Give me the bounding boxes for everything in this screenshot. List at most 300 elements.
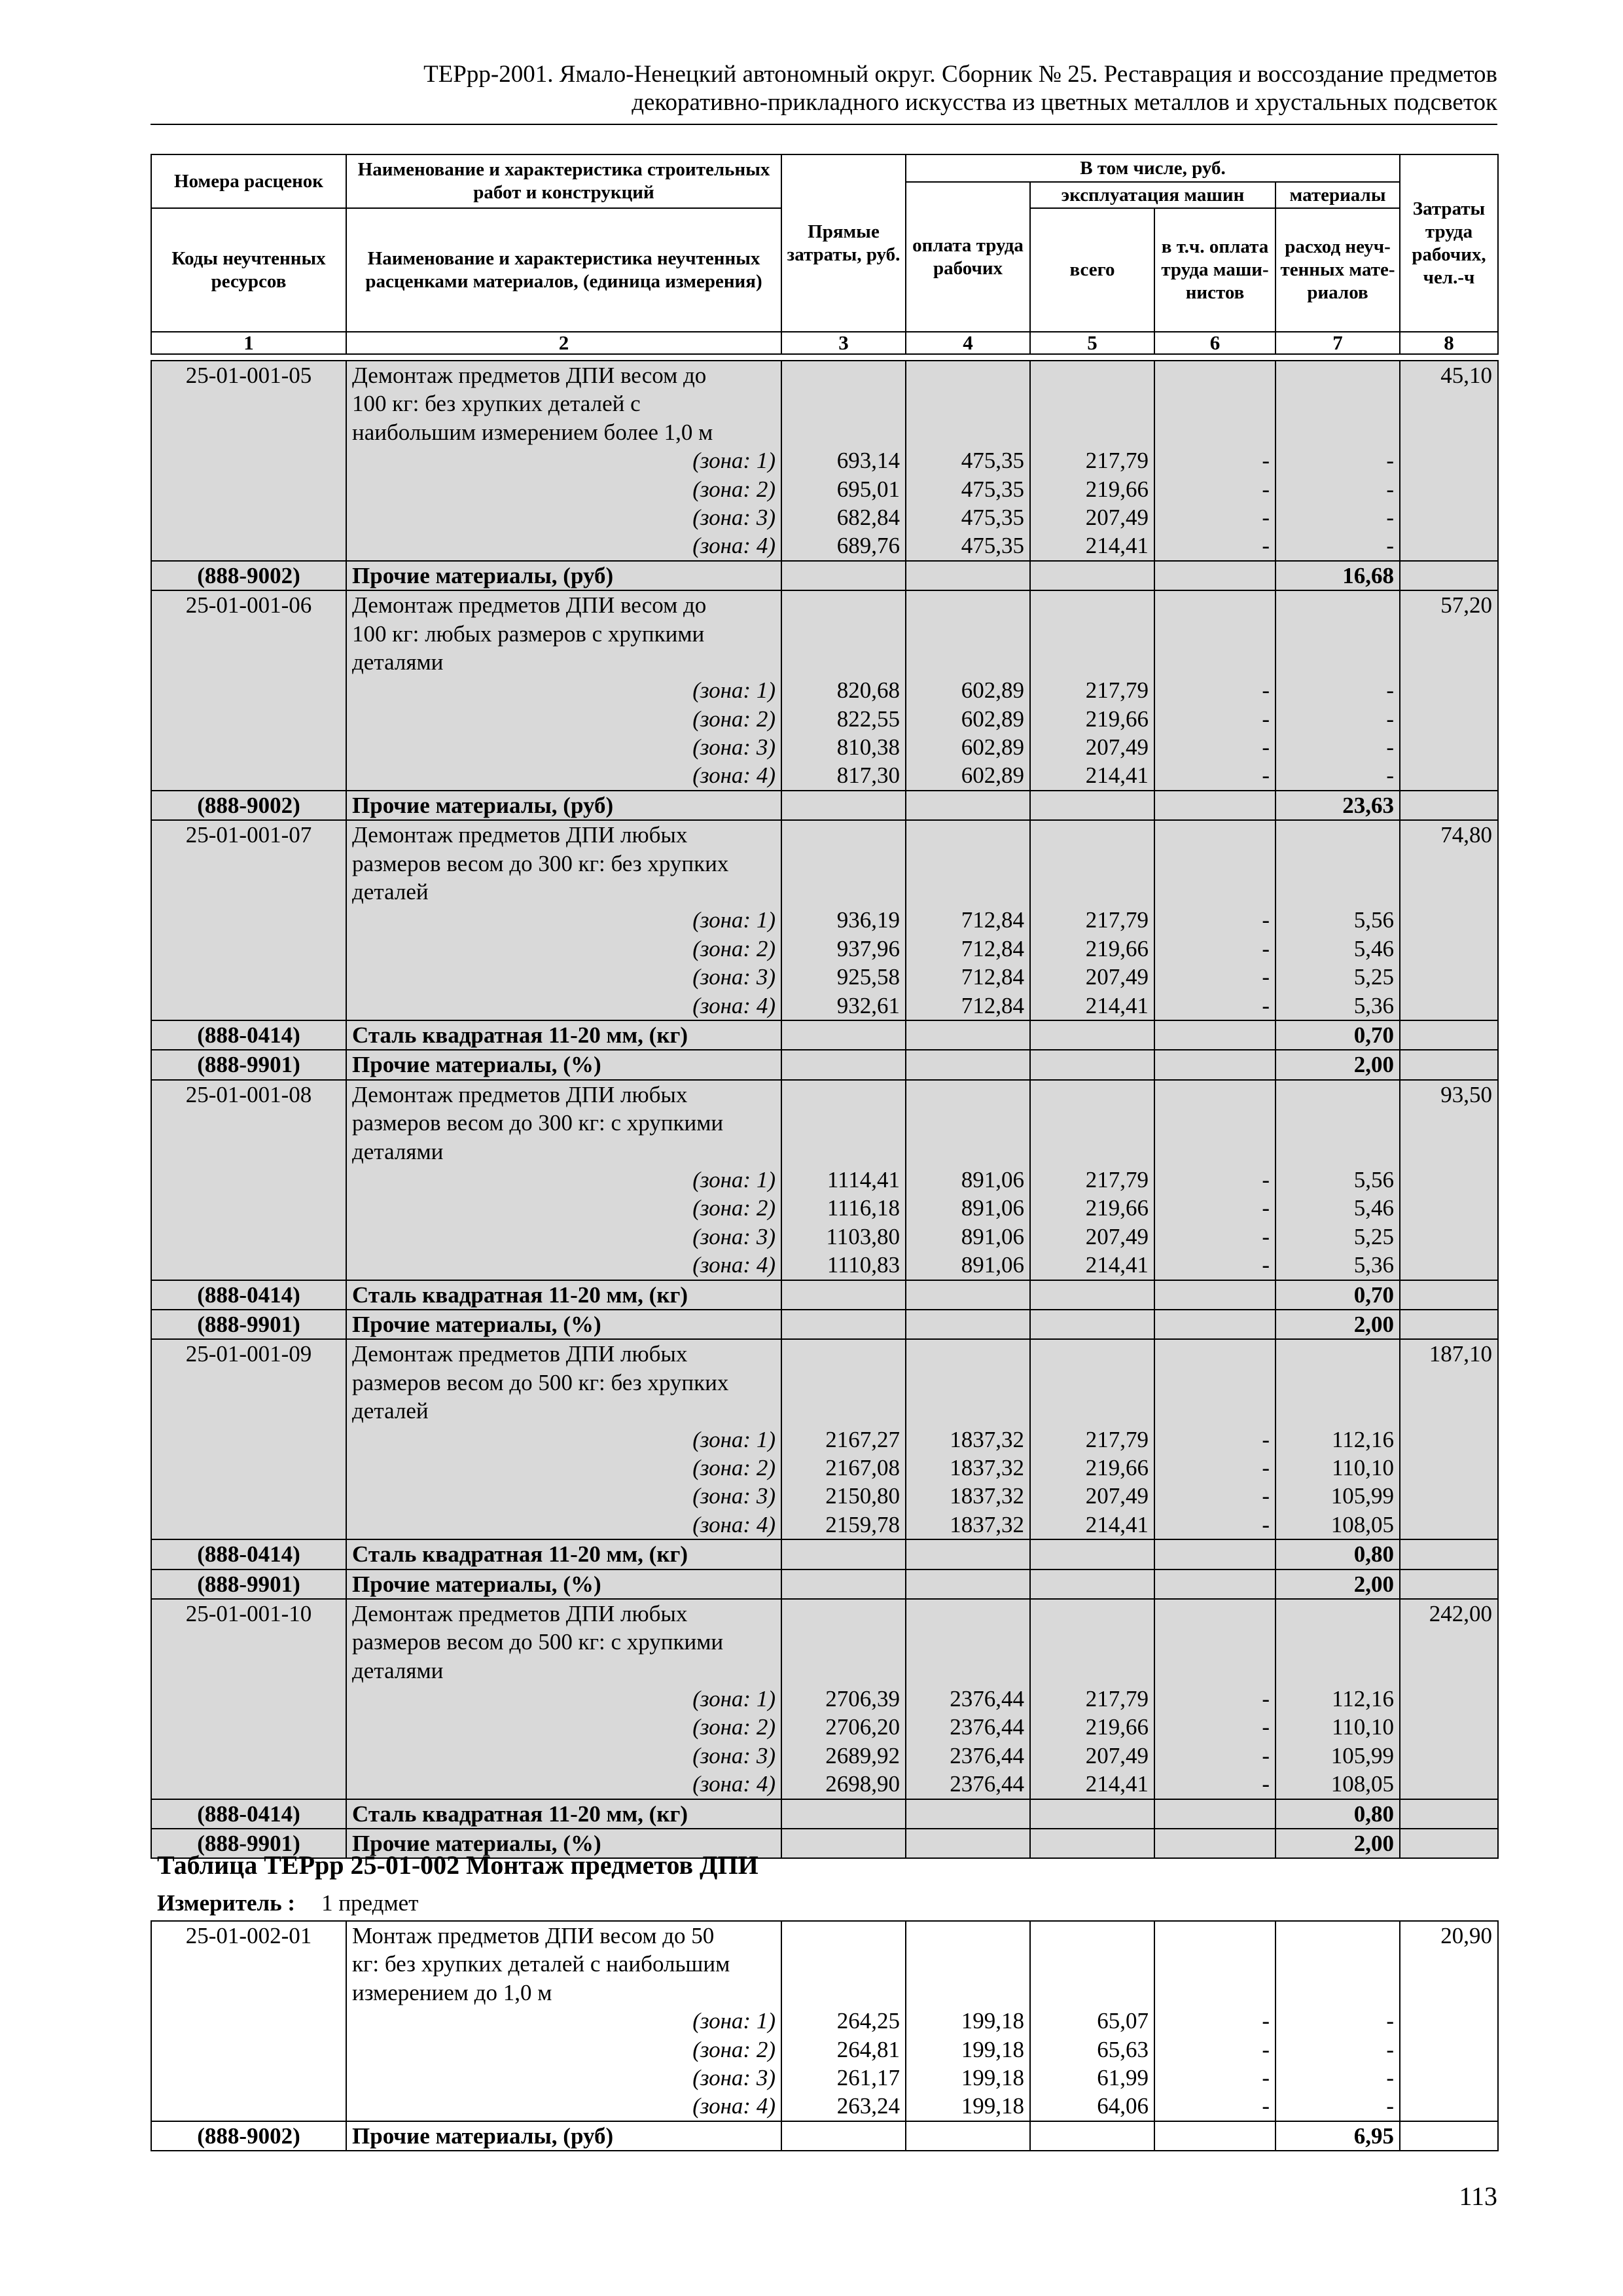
description-line: деталями (352, 649, 444, 675)
direct-cost: 2706,20 (825, 1714, 900, 1740)
material-consumption-cell (1275, 590, 1400, 791)
machine-total: 207,49 (1085, 1742, 1149, 1768)
material-name: Сталь квадратная 11-20 мм, (кг) (346, 1280, 781, 1310)
machinist-pay: - (1262, 2064, 1270, 2090)
machine-total: 65,07 (1097, 2008, 1149, 2034)
labor-pay: 1837,32 (950, 1454, 1024, 1480)
machine-total: 214,41 (1085, 762, 1149, 789)
material-consumption: 108,05 (1330, 1771, 1394, 1797)
labor-pay-cell (906, 361, 1030, 561)
machinist-pay: - (1262, 964, 1270, 990)
col-number: 6 (1154, 332, 1275, 354)
machine-total: 61,99 (1097, 2064, 1149, 2090)
material-consumption: 5,36 (1353, 1252, 1394, 1278)
material-row (151, 1050, 1498, 1079)
material-qty: 23,63 (1275, 791, 1400, 820)
rate-code: 25-01-001-08 (151, 1080, 346, 1280)
rates-table-2 (151, 1920, 1499, 2151)
col-rate-numbers: Номера расценок (151, 154, 346, 208)
labor-pay-cell (906, 820, 1030, 1020)
direct-cost: 2689,92 (825, 1742, 900, 1768)
description-line: деталей (352, 879, 429, 905)
page-header (151, 60, 1497, 117)
description-line: размеров весом до 300 кг: без хрупких (352, 850, 729, 876)
measure-label: Измеритель : (157, 1890, 296, 1916)
rate-code: 25-01-001-07 (151, 820, 346, 1020)
zone-label: (зона: 1) (692, 907, 776, 933)
rate-code: 25-01-001-05 (151, 361, 346, 561)
labor-pay: 712,84 (961, 992, 1024, 1018)
machinist-pay-cell (1154, 1080, 1275, 1280)
resource-code: (888-9901) (151, 1050, 346, 1079)
zone-label: (зона: 2) (692, 2036, 776, 2062)
machinist-pay: - (1262, 1714, 1270, 1740)
labor-pay-cell (906, 590, 1030, 791)
rate-description (346, 1080, 781, 1280)
measure-value: 1 предмет (321, 1890, 419, 1916)
machinist-pay: - (1262, 1686, 1270, 1712)
section-title: Таблица ТЕРрр 25-01-002 Монтаж предметов ДПИ (157, 1850, 758, 1880)
material-name: Прочие материалы, (%) (346, 1310, 781, 1339)
machinist-pay: - (1262, 706, 1270, 732)
material-consumption: - (1386, 677, 1394, 704)
machinist-pay: - (1262, 907, 1270, 933)
labor-pay: 712,84 (961, 935, 1024, 961)
material-name: Прочие материалы, (%) (346, 1829, 781, 1858)
labor-pay: 891,06 (961, 1252, 1024, 1278)
resource-code: (888-9901) (151, 1570, 346, 1599)
zone-label: (зона: 4) (692, 762, 776, 789)
col-work-name: Наименование и характеристика строительных работ и конструкций (346, 154, 781, 208)
direct-cost: 1103,80 (826, 1223, 900, 1249)
col-incl: В том числе, руб. (906, 154, 1400, 182)
material-name: Прочие материалы, (руб) (346, 2121, 781, 2151)
direct-cost: 264,81 (836, 2036, 900, 2062)
description-line: деталями (352, 1657, 444, 1683)
zone-label: (зона: 1) (692, 1167, 776, 1193)
machinist-pay: - (1262, 1426, 1270, 1452)
description-line: Демонтаж предметов ДПИ любых (352, 1081, 688, 1107)
direct-cost: 820,68 (836, 677, 900, 704)
material-qty: 6,95 (1275, 2121, 1400, 2151)
machinist-pay: - (1262, 476, 1270, 502)
direct-cost: 682,84 (836, 504, 900, 530)
material-consumption: 5,25 (1353, 964, 1394, 990)
col-number: 4 (906, 332, 1030, 354)
zone-label: (зона: 1) (692, 2008, 776, 2034)
direct-cost: 2150,80 (825, 1483, 900, 1509)
machine-total: 207,49 (1085, 734, 1149, 761)
labor-pay: 199,18 (961, 2036, 1024, 2062)
machine-total-cell (1030, 820, 1154, 1020)
zone-label: (зона: 2) (692, 476, 776, 502)
zone-label: (зона: 4) (692, 1252, 776, 1278)
machinist-pay: - (1262, 2036, 1270, 2062)
description-line: размеров весом до 300 кг: с хрупкими (352, 1110, 724, 1136)
material-consumption-cell (1275, 1921, 1400, 2121)
machinist-pay: - (1262, 935, 1270, 961)
rate-code: 25-01-001-09 (151, 1339, 346, 1539)
direct-cost: 1116,18 (827, 1195, 900, 1221)
machinist-pay: - (1262, 1771, 1270, 1797)
description-line: Демонтаж предметов ДПИ весом до (352, 363, 707, 388)
direct-cost: 261,17 (836, 2064, 900, 2090)
description-line: наибольшим измерением более 1,0 м (352, 419, 713, 445)
labor-pay: 1837,32 (950, 1483, 1024, 1509)
machine-total: 219,66 (1085, 476, 1149, 502)
material-qty: 2,00 (1275, 1310, 1400, 1339)
machine-total: 219,66 (1085, 1195, 1149, 1221)
labor-pay: 475,35 (961, 476, 1024, 502)
material-row (151, 1280, 1498, 1310)
rate-description (346, 590, 781, 791)
labor-pay: 602,89 (961, 734, 1024, 761)
description-line: 100 кг: без хрупких деталей с (352, 391, 641, 417)
material-consumption: 5,56 (1353, 907, 1394, 933)
labor-pay: 199,18 (961, 2064, 1024, 2090)
material-consumption: 5,36 (1353, 992, 1394, 1018)
direct-cost-cell (781, 820, 906, 1020)
material-consumption-cell (1275, 1080, 1400, 1280)
resource-code: (888-9002) (151, 561, 346, 590)
zone-label: (зона: 1) (692, 448, 776, 474)
labor-pay-cell (906, 1080, 1030, 1280)
zone-label: (зона: 1) (692, 1686, 776, 1712)
col-unaccounted-consumption: расход неуч-тенных мате-риалов (1275, 208, 1400, 332)
col-machinist-pay: в т.ч. оплата труда маши-нистов (1154, 208, 1275, 332)
material-name: Прочие материалы, (%) (346, 1050, 781, 1079)
material-consumption: - (1386, 504, 1394, 530)
material-qty: 2,00 (1275, 1570, 1400, 1599)
material-consumption: 105,99 (1330, 1483, 1394, 1509)
resource-code: (888-9901) (151, 1310, 346, 1339)
zone-label: (зона: 4) (692, 1511, 776, 1537)
machine-total-cell (1030, 1339, 1154, 1539)
material-consumption: 110,10 (1332, 1714, 1394, 1740)
machine-total-cell (1030, 361, 1154, 561)
rate-row (151, 1921, 1498, 2121)
labor-pay-cell (906, 1339, 1030, 1539)
material-consumption: - (1386, 2093, 1394, 2119)
material-qty: 16,68 (1275, 561, 1400, 590)
machinist-pay-cell (1154, 1339, 1275, 1539)
machinist-pay: - (1262, 734, 1270, 761)
zone-label: (зона: 3) (692, 504, 776, 530)
rates-table (151, 360, 1499, 1859)
machine-total-cell (1030, 1921, 1154, 2121)
material-row (151, 561, 1498, 590)
zone-label: (зона: 3) (692, 2064, 776, 2090)
material-consumption: - (1386, 706, 1394, 732)
labor-pay: 2376,44 (950, 1742, 1024, 1768)
rate-row (151, 590, 1498, 791)
labor-pay: 1837,32 (950, 1511, 1024, 1537)
zone-label: (зона: 3) (692, 1223, 776, 1249)
description-line: размеров весом до 500 кг: без хрупких (352, 1369, 729, 1395)
machine-total: 65,63 (1097, 2036, 1149, 2062)
direct-cost: 2167,27 (825, 1426, 900, 1452)
material-consumption: 5,46 (1353, 1195, 1394, 1221)
page-number: 113 (1459, 2181, 1497, 2211)
col-total: всего (1030, 208, 1154, 332)
labor-pay: 1837,32 (950, 1426, 1024, 1452)
material-qty: 0,80 (1275, 1799, 1400, 1829)
rate-row (151, 820, 1498, 1020)
direct-cost: 817,30 (836, 762, 900, 789)
machinist-pay: - (1262, 533, 1270, 559)
direct-cost-cell (781, 1339, 906, 1539)
material-consumption: 110,10 (1332, 1454, 1394, 1480)
labor-costs: 93,50 (1400, 1080, 1498, 1280)
machine-total: 214,41 (1085, 1252, 1149, 1278)
machine-total: 207,49 (1085, 964, 1149, 990)
machine-total: 219,66 (1085, 1454, 1149, 1480)
zone-label: (зона: 1) (692, 1426, 776, 1452)
labor-pay: 2376,44 (950, 1714, 1024, 1740)
material-row (151, 1570, 1498, 1599)
table-header (151, 154, 1499, 355)
machine-total: 217,79 (1085, 1686, 1149, 1712)
rate-code: 25-01-001-06 (151, 590, 346, 791)
header-rule (151, 124, 1497, 125)
col-material-names: Наименование и характеристика неучтенных расценками материалов, (единица измерения) (346, 208, 781, 332)
machine-total: 214,41 (1085, 992, 1149, 1018)
machinist-pay-cell (1154, 590, 1275, 791)
material-qty: 0,70 (1275, 1280, 1400, 1310)
measure-line (157, 1890, 418, 1916)
zone-label: (зона: 4) (692, 992, 776, 1018)
direct-cost: 693,14 (836, 448, 900, 474)
col-number: 3 (781, 332, 906, 354)
rate-code: 25-01-001-10 (151, 1599, 346, 1799)
zone-label: (зона: 3) (692, 964, 776, 990)
zone-label: (зона: 1) (692, 677, 776, 704)
material-consumption: 108,05 (1330, 1511, 1394, 1537)
direct-cost: 925,58 (836, 964, 900, 990)
labor-pay: 712,84 (961, 907, 1024, 933)
machine-total: 219,66 (1085, 935, 1149, 961)
labor-costs: 74,80 (1400, 820, 1498, 1020)
description-line: деталей (352, 1398, 429, 1424)
col-labor-costs: Затраты труда рабочих, чел.-ч (1400, 154, 1498, 332)
material-consumption: - (1386, 2064, 1394, 2090)
description-line: деталями (352, 1138, 444, 1164)
machine-total-cell (1030, 590, 1154, 791)
direct-cost: 932,61 (836, 992, 900, 1018)
description-line: Монтаж предметов ДПИ весом до 50 (352, 1923, 715, 1948)
direct-cost-cell (781, 1599, 906, 1799)
machine-total: 214,41 (1085, 533, 1149, 559)
machinist-pay: - (1262, 1742, 1270, 1768)
resource-code: (888-9002) (151, 2121, 346, 2151)
material-consumption-cell (1275, 820, 1400, 1020)
labor-pay: 199,18 (961, 2093, 1024, 2119)
labor-costs: 20,90 (1400, 1921, 1498, 2121)
col-materials: материалы (1275, 182, 1400, 208)
material-consumption: - (1386, 533, 1394, 559)
direct-cost: 264,25 (836, 2008, 900, 2034)
zone-label: (зона: 3) (692, 1483, 776, 1509)
labor-pay: 475,35 (961, 533, 1024, 559)
machinist-pay: - (1262, 1252, 1270, 1278)
machinist-pay: - (1262, 2093, 1270, 2119)
labor-pay: 891,06 (961, 1195, 1024, 1221)
machine-total: 217,79 (1085, 448, 1149, 474)
machine-total-cell (1030, 1080, 1154, 1280)
machinist-pay-cell (1154, 1921, 1275, 2121)
labor-pay: 602,89 (961, 706, 1024, 732)
material-name: Сталь квадратная 11-20 мм, (кг) (346, 1539, 781, 1569)
rate-description (346, 1339, 781, 1539)
rate-row (151, 1599, 1498, 1799)
rate-row (151, 1339, 1498, 1539)
machinist-pay: - (1262, 1195, 1270, 1221)
material-row (151, 1310, 1498, 1339)
resource-code: (888-0414) (151, 1280, 346, 1310)
rate-description (346, 1921, 781, 2121)
labor-pay: 2376,44 (950, 1771, 1024, 1797)
col-number: 8 (1400, 332, 1498, 354)
direct-cost-cell (781, 590, 906, 791)
resource-code: (888-0414) (151, 1539, 346, 1569)
machine-total: 217,79 (1085, 677, 1149, 704)
col-machine-op: эксплуатация машин (1030, 182, 1275, 208)
description-line: измерением до 1,0 м (352, 1979, 552, 2005)
header-line-2: декоративно-прикладного искусства из цветных металлов и хрустальных подсветок (632, 89, 1497, 116)
direct-cost: 689,76 (836, 533, 900, 559)
rate-row (151, 1080, 1498, 1280)
labor-pay: 2376,44 (950, 1686, 1024, 1712)
material-consumption: 5,25 (1353, 1223, 1394, 1249)
machine-total-cell (1030, 1599, 1154, 1799)
material-qty: 2,00 (1275, 1050, 1400, 1079)
machinist-pay: - (1262, 1223, 1270, 1249)
labor-pay: 602,89 (961, 677, 1024, 704)
labor-pay: 712,84 (961, 964, 1024, 990)
direct-cost: 937,96 (836, 935, 900, 961)
labor-pay-cell (906, 1921, 1030, 2121)
resource-code: (888-9901) (151, 1829, 346, 1858)
material-consumption: 105,99 (1330, 1742, 1394, 1768)
machinist-pay: - (1262, 1167, 1270, 1193)
machinist-pay: - (1262, 762, 1270, 789)
machine-total: 217,79 (1085, 907, 1149, 933)
resource-code: (888-9002) (151, 791, 346, 820)
machinist-pay: - (1262, 448, 1270, 474)
material-consumption: 112,16 (1332, 1426, 1394, 1452)
col-number: 7 (1275, 332, 1400, 354)
direct-cost: 2167,08 (825, 1454, 900, 1480)
resource-code: (888-0414) (151, 1799, 346, 1829)
description-line: размеров весом до 500 кг: с хрупкими (352, 1629, 724, 1655)
header-line-1: ТЕРрр-2001. Ямало-Ненецкий автономный округ. Сборник № 25. Реставрация и воссоздание предметов (423, 61, 1497, 88)
labor-costs: 187,10 (1400, 1339, 1498, 1539)
direct-cost: 822,55 (836, 706, 900, 732)
material-row (151, 1539, 1498, 1569)
direct-cost: 2706,39 (825, 1686, 900, 1712)
machinist-pay-cell (1154, 1599, 1275, 1799)
material-consumption: - (1386, 448, 1394, 474)
labor-pay-cell (906, 1599, 1030, 1799)
col-labor-pay: оплата труда рабочих (906, 182, 1030, 332)
material-qty: 2,00 (1275, 1829, 1400, 1858)
machinist-pay: - (1262, 504, 1270, 530)
direct-cost: 1114,41 (827, 1167, 900, 1193)
zone-label: (зона: 3) (692, 1742, 776, 1768)
material-row (151, 1020, 1498, 1050)
machine-total: 217,79 (1085, 1426, 1149, 1452)
rate-code: 25-01-002-01 (151, 1921, 346, 2121)
material-consumption: - (1386, 734, 1394, 761)
col-number: 1 (151, 332, 346, 354)
machine-total: 219,66 (1085, 706, 1149, 732)
direct-cost: 695,01 (836, 476, 900, 502)
material-consumption: - (1386, 476, 1394, 502)
machine-total: 207,49 (1085, 1483, 1149, 1509)
material-name: Прочие материалы, (%) (346, 1570, 781, 1599)
col-number: 5 (1030, 332, 1154, 354)
machinist-pay-cell (1154, 820, 1275, 1020)
description-line: кг: без хрупких деталей с наибольшим (352, 1951, 730, 1977)
labor-costs: 242,00 (1400, 1599, 1498, 1799)
machine-total: 219,66 (1085, 1714, 1149, 1740)
machinist-pay: - (1262, 1454, 1270, 1480)
rate-description (346, 820, 781, 1020)
material-consumption: - (1386, 2008, 1394, 2034)
labor-pay: 199,18 (961, 2008, 1024, 2034)
machinist-pay: - (1262, 677, 1270, 704)
material-name: Сталь квадратная 11-20 мм, (кг) (346, 1020, 781, 1050)
material-consumption: 5,56 (1353, 1167, 1394, 1193)
material-name: Прочие материалы, (руб) (346, 791, 781, 820)
machine-total: 207,49 (1085, 1223, 1149, 1249)
machinist-pay: - (1262, 1511, 1270, 1537)
machinist-pay: - (1262, 1483, 1270, 1509)
material-consumption: - (1386, 762, 1394, 789)
material-name: Сталь квадратная 11-20 мм, (кг) (346, 1799, 781, 1829)
material-consumption-cell (1275, 1339, 1400, 1539)
direct-cost-cell (781, 361, 906, 561)
material-qty: 0,80 (1275, 1539, 1400, 1569)
machinist-pay: - (1262, 2008, 1270, 2034)
description-line: Демонтаж предметов ДПИ любых (352, 1341, 688, 1367)
description-line: Демонтаж предметов ДПИ весом до (352, 592, 707, 619)
direct-cost: 936,19 (836, 907, 900, 933)
zone-label: (зона: 2) (692, 1454, 776, 1480)
machine-total: 214,41 (1085, 1771, 1149, 1797)
direct-cost: 263,24 (836, 2093, 900, 2119)
material-name: Прочие материалы, (руб) (346, 561, 781, 590)
resource-code: (888-0414) (151, 1020, 346, 1050)
zone-label: (зона: 2) (692, 706, 776, 732)
col-number: 2 (346, 332, 781, 354)
zone-label: (зона: 2) (692, 935, 776, 961)
machine-total: 214,41 (1085, 1511, 1149, 1537)
zone-label: (зона: 4) (692, 1771, 776, 1797)
direct-cost: 1110,83 (827, 1252, 900, 1278)
direct-cost-cell (781, 1921, 906, 2121)
col-direct-costs: Прямые затраты, руб. (781, 154, 906, 332)
direct-cost: 2698,90 (825, 1771, 900, 1797)
labor-pay: 891,06 (961, 1167, 1024, 1193)
material-qty: 0,70 (1275, 1020, 1400, 1050)
labor-pay: 475,35 (961, 448, 1024, 474)
direct-cost: 2159,78 (825, 1511, 900, 1537)
machinist-pay-cell (1154, 361, 1275, 561)
machine-total: 217,79 (1085, 1167, 1149, 1193)
material-consumption-cell (1275, 361, 1400, 561)
labor-costs: 45,10 (1400, 361, 1498, 561)
